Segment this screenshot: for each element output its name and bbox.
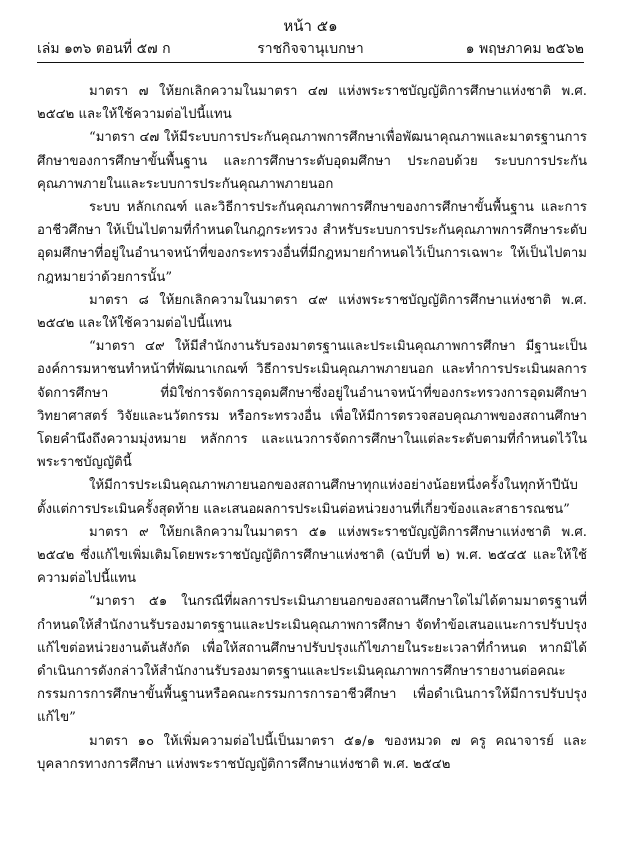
paragraph-section-49-cont: ให้มีการประเมินคุณภาพภายนอกของสถานศึกษาทุกแห่งอย่างน้อยหนึ่งครั้งในทุกห้าปีนับตั้งแต่การประเมินครั้งสุดท้าย และเสนอผลการประเมินต่อหน่วยงานที่เกี่ยวข้องและสาธารณชน”: [37, 478, 578, 517]
paragraph-section-8: มาตรา ๘ ให้ยกเลิกความในมาตรา ๔๙ แห่งพระราชบัญญัติการศึกษาแห่งชาติ พ.ศ. ๒๕๔๒ และให้ใช้ความต่อไปนี้แทน: [37, 292, 587, 332]
paragraph-section-7: มาตรา ๗ ให้ยกเลิกความในมาตรา ๔๗ แห่งพระราชบัญญัติการศึกษาแห่งชาติ พ.ศ. ๒๕๔๒ และให้ใช้ความต่อไปนี้แทน: [37, 84, 587, 123]
volume-issue: เล่ม ๑๓๖ ตอนที่ ๕๗ ก: [37, 41, 171, 57]
page-number: หน้า ๕๑: [283, 17, 338, 35]
paragraph-section-10: มาตรา ๑๐ ให้เพิ่มความต่อไปนี้เป็นมาตรา ๕๑/๑ ของหมวด ๗ ครู คณาจารย์ และบุคลากรทางการศึกษา แห่งพระราชบัญญัติการศึกษาแห่งชาติ พ.ศ. ๒๕๔๒: [37, 733, 587, 772]
paragraph-section-9: มาตรา ๙ ให้ยกเลิกความในมาตรา ๕๑ แห่งพระราชบัญญัติการศึกษาแห่งชาติ พ.ศ. ๒๕๔๒ ซึ่งแก้ไขเพิ่มเติมโดยพระราชบัญญัติการศึกษาแห่งชาติ (ฉบับที่ ๒) พ.ศ. ๒๕๔๕ และให้ใช้ความต่อไปนี้แทน: [37, 524, 587, 587]
header-divider: [37, 62, 584, 63]
gazette-header: [37, 38, 584, 58]
paragraph-section-47: “มาตรา ๔๗ ให้มีระบบการประกันคุณภาพการศึกษาเพื่อพัฒนาคุณภาพและมาตรฐานการศึกษาของการศึกษาขั้นพื้นฐาน และการศึกษาระดับอุดมศึกษา ประกอบด้วย ระบบการประกันคุณภาพภายในและระบบการประกันคุณภาพภายนอก: [37, 130, 587, 192]
document-body: [37, 80, 587, 776]
publication-date: ๑ พฤษภาคม ๒๕๖๒: [465, 41, 584, 57]
gazette-title: ราชกิจจานุเบกษา: [257, 41, 364, 57]
paragraph-section-49: “มาตรา ๔๙ ให้มีสำนักงานรับรองมาตรฐานและประเมินคุณภาพการศึกษา มีฐานะเป็นองค์การมหาชนทำหน้าที่พัฒนาเกณฑ์ วิธีการประเมินคุณภาพภายนอก และทำการประเมินผลการจัดการศึกษา ที่มิใช่การจัดการอุดมศึกษาซึ่งอยู่ในอำนาจหน้าที่ของกระทรวงการอุดมศึกษา วิทยาศาสตร์ วิจัยและนวัตกรรม หรือกระทรวงอื่น เพื่อให้มีการตรวจสอบคุณภาพของสถานศึกษา โดยคำนึงถึงความมุ่งหมาย หลักการ และแนวการจัดการศึกษาในแต่ละระดับตามที่กำหนดไว้ในพระราชบัญญัตินี้: [37, 339, 587, 471]
paragraph-section-47-cont: ระบบ หลักเกณฑ์ และวิธีการประกันคุณภาพการศึกษาของการศึกษาขั้นพื้นฐาน และการอาชีวศึกษา ให้เป็นไปตามที่กำหนดในกฎกระทรวง สำหรับระบบการประกันคุณภาพการศึกษาระดับอุดมศึกษาที่อยู่ในอำนาจหน้าที่ของกระทรวงอื่นที่มีกฎหมายกำหนดไว้เป็นการเฉพาะ ให้เป็นไปตามกฎหมายว่าด้วยการนั้น”: [37, 200, 587, 285]
paragraph-section-51: “มาตรา ๕๑ ในกรณีที่ผลการประเมินภายนอกของสถานศึกษาใดไม่ได้ตามมาตรฐานที่กำหนดให้สำนักงานรับรองมาตรฐานและประเมินคุณภาพการศึกษา จัดทำข้อเสนอแนะการปรับปรุงแก้ไขต่อหน่วยงานต้นสังกัด เพื่อให้สถานศึกษาปรับปรุงแก้ไขภายในระยะเวลาที่กำหนด หากมิได้ดำเนินการดังกล่าวให้สำนักงานรับรองมาตรฐานและประเมินคุณภาพการศึกษารายงานต่อคณะกรรมการการศึกษาขั้นพื้นฐานหรือคณะกรรมการการอาชีวศึกษา เพื่อดำเนินการให้มีการปรับปรุงแก้ไข”: [37, 594, 587, 726]
